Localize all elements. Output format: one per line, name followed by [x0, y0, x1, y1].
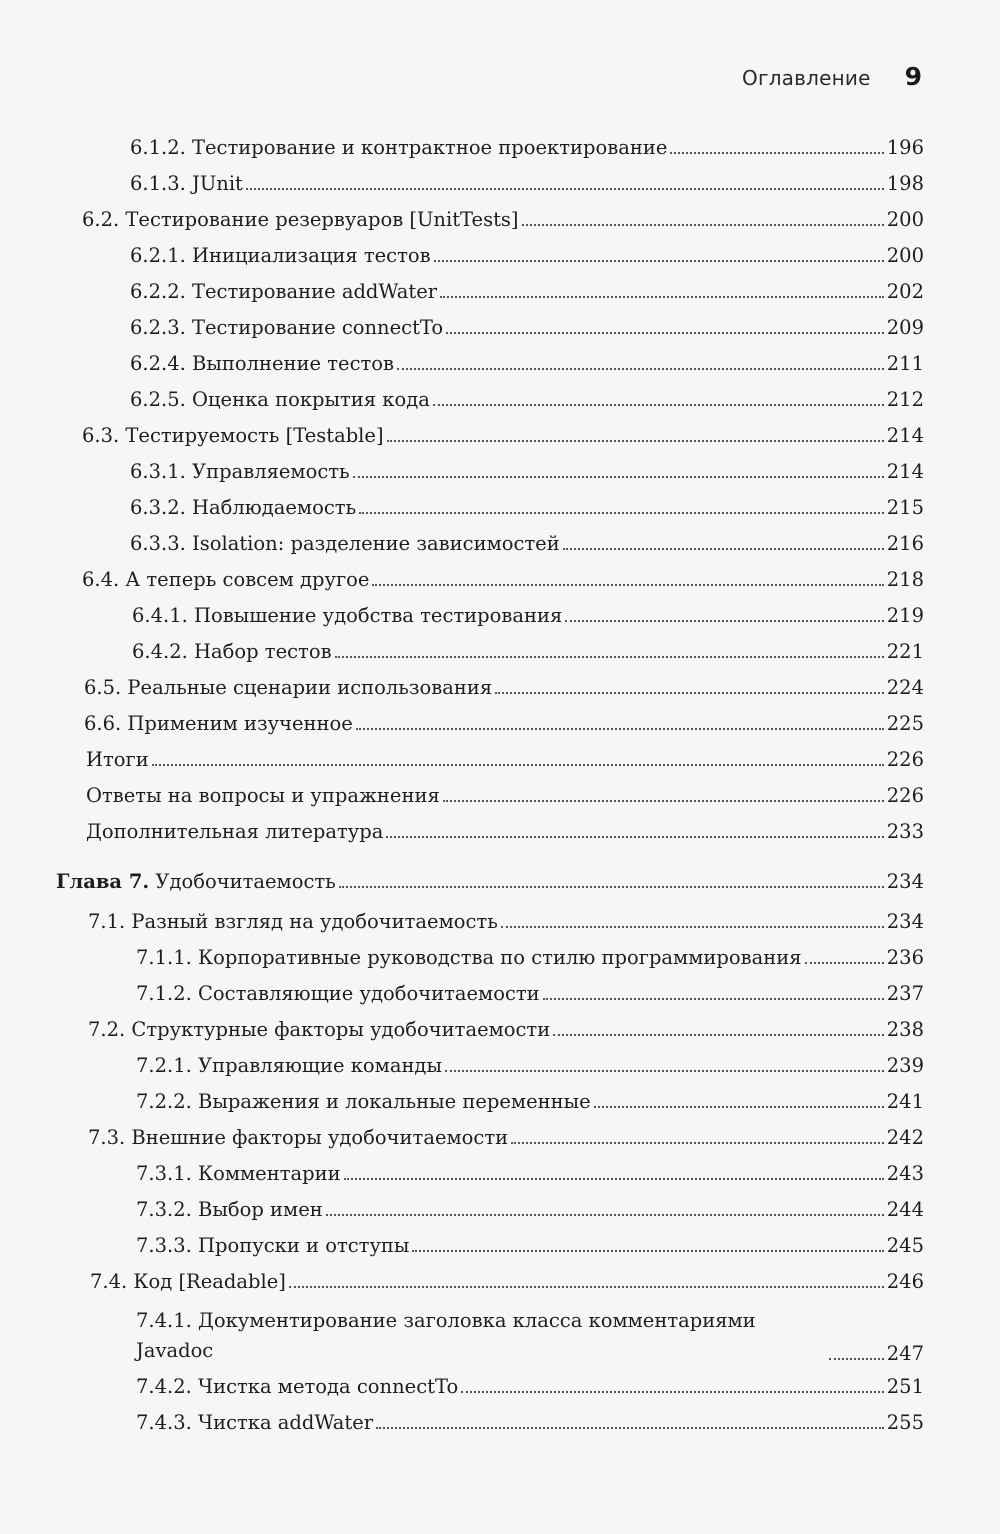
page-number: 9: [904, 62, 922, 91]
toc-entry: [136, 1162, 924, 1186]
dot-leader: [359, 512, 884, 514]
toc-entry-label: 6.4.1. Повышение удобства тестирования: [132, 604, 563, 627]
toc-chapter-entry: [56, 870, 924, 894]
toc-entry-page: 200: [886, 208, 924, 231]
dot-leader: [829, 1358, 884, 1360]
toc-entry-page: 209: [886, 316, 924, 339]
toc-entry-page: 241: [886, 1090, 924, 1113]
toc-entry: [84, 676, 924, 700]
toc-entry: [130, 244, 924, 268]
dot-leader: [445, 1070, 884, 1072]
dot-leader: [289, 1286, 884, 1288]
toc-entry-label: 6.2.4. Выполнение тестов: [130, 352, 395, 375]
toc-entry-page: 238: [886, 1018, 924, 1041]
toc-entry-page: 219: [886, 604, 924, 627]
toc-entry-label: 6.1.3. JUnit: [130, 172, 243, 195]
toc-entry: [130, 136, 924, 160]
toc-entry-page: 234: [886, 910, 924, 933]
toc-entry-label: 7.3.3. Пропуски и отступы: [136, 1234, 410, 1257]
toc-entry-label: 6.2.3. Тестирование connectTo: [130, 316, 444, 339]
toc-entry: [82, 424, 924, 448]
toc-entry-label: 6.3. Тестируемость [Testable]: [82, 424, 384, 447]
toc-entry-page: 226: [886, 748, 924, 771]
toc-entry-label: 6.5. Реальные сценарии использования: [84, 676, 493, 699]
toc-entry-label: 6.4. А теперь совсем другое: [82, 568, 370, 591]
toc-entry-page: 198: [886, 172, 924, 195]
toc-entry-page: 233: [886, 820, 924, 843]
toc-entry: [136, 1234, 924, 1258]
toc-entry-label: 7.4.1. Документирование заголовка класса комментариями Javadoc: [136, 1309, 756, 1362]
toc-entry-page: 214: [886, 424, 924, 447]
toc-entry-page: 234: [886, 870, 924, 893]
dot-leader: [372, 584, 883, 586]
toc-entry: [136, 946, 924, 970]
dot-leader: [326, 1214, 884, 1216]
toc-entry-page: 244: [886, 1198, 924, 1221]
toc-entry-multiline: [136, 1306, 924, 1366]
toc-entry-page: 212: [886, 388, 924, 411]
dot-leader: [397, 368, 884, 370]
toc-entry-label: 6.2.1. Инициализация тестов: [130, 244, 431, 267]
dot-leader: [446, 332, 884, 334]
toc-entry-label: 7.4.2. Чистка метода connectTo: [136, 1375, 459, 1398]
dot-leader: [152, 764, 884, 766]
toc-entry: [88, 1126, 924, 1150]
toc-entry: [136, 1090, 924, 1114]
dot-leader: [433, 404, 884, 406]
dot-leader: [440, 296, 884, 298]
dot-leader: [335, 656, 884, 658]
dot-leader: [461, 1391, 884, 1393]
dot-leader: [594, 1106, 884, 1108]
toc-entry-label: 6.4.2. Набор тестов: [132, 640, 332, 663]
dot-leader: [353, 476, 884, 478]
dot-leader: [553, 1034, 884, 1036]
toc-entry-label: Дополнительная литература: [86, 820, 384, 843]
toc-entry-page: 200: [886, 244, 924, 267]
toc-entry: [130, 460, 924, 484]
toc-entry-page: 216: [886, 532, 924, 555]
toc-entry: [82, 568, 924, 592]
toc-entry-page: 243: [886, 1162, 924, 1185]
dot-leader: [386, 836, 883, 838]
toc-entry: [136, 1375, 924, 1399]
toc-entry: [88, 910, 924, 934]
toc-entry-page: 247: [886, 1342, 924, 1365]
dot-leader: [522, 224, 884, 226]
toc-entry-page: 226: [886, 784, 924, 807]
toc-entry: [86, 820, 924, 844]
toc-entry: [130, 172, 924, 196]
toc-entry-label: 6.2.5. Оценка покрытия кода: [130, 388, 430, 411]
toc-entry-label: 7.1. Разный взгляд на удобочитаемость: [88, 910, 498, 933]
toc-entry: [136, 1198, 924, 1222]
toc-entry: [136, 982, 924, 1006]
toc-entry-label: 7.4. Код [Readable]: [90, 1270, 286, 1293]
toc-entry-page: 225: [886, 712, 924, 735]
toc-entry-page: 221: [886, 640, 924, 663]
toc-entry: [86, 748, 924, 772]
dot-leader: [670, 152, 883, 154]
toc-entry-label: 7.1.2. Составляющие удобочитаемости: [136, 982, 540, 1005]
toc-entry-label: 6.3.2. Наблюдаемость: [130, 496, 357, 519]
toc-entry: [130, 388, 924, 412]
toc-entry-label: 7.2. Структурные факторы удобочитаемости: [88, 1018, 551, 1041]
toc-entry: [130, 316, 924, 340]
toc-entry-page: 196: [886, 136, 924, 159]
dot-leader: [344, 1178, 884, 1180]
toc-entry: [136, 1411, 924, 1435]
toc-entry-page: 211: [886, 352, 924, 375]
running-head: [742, 62, 922, 91]
toc-entry: [130, 532, 924, 556]
toc-entry: [130, 280, 924, 304]
toc-entry-page: 236: [886, 946, 924, 969]
toc-entry-page: 242: [886, 1126, 924, 1149]
dot-leader: [805, 962, 884, 964]
dot-leader: [246, 188, 884, 190]
toc-entry: [82, 208, 924, 232]
dot-leader: [501, 926, 884, 928]
toc-entry-label: Ответы на вопросы и упражнения: [86, 784, 440, 807]
toc-entry-label: 6.6. Применим изученное: [84, 712, 353, 735]
toc-entry-page: 255: [886, 1411, 924, 1434]
toc-entry-page: 245: [886, 1234, 924, 1257]
toc-entry-label: 6.3.3. Isolation: разделение зависимостей: [130, 532, 560, 555]
toc-entry: [84, 712, 924, 736]
toc-entry-page: 251: [886, 1375, 924, 1398]
toc-entry-page: 218: [886, 568, 924, 591]
dot-leader: [563, 548, 884, 550]
toc-entry: [136, 1054, 924, 1078]
toc-entry-label: 7.3.2. Выбор имен: [136, 1198, 323, 1221]
toc-entry-label: 7.2.2. Выражения и локальные переменные: [136, 1090, 591, 1113]
toc-entry: [88, 1018, 924, 1042]
toc-entry-label: 7.3.1. Комментарии: [136, 1162, 341, 1185]
chapter-title: Удобочитаемость: [155, 870, 336, 893]
toc-entry-label: 6.3.1. Управляемость: [130, 460, 350, 483]
toc-entry: [132, 604, 924, 628]
section-title: Оглавление: [742, 66, 871, 90]
toc-entry-page: 215: [886, 496, 924, 519]
toc-entry-label: 7.2.1. Управляющие команды: [136, 1054, 442, 1077]
toc-entry-label: 6.2. Тестирование резервуаров [UnitTests]: [82, 208, 519, 231]
toc-entry-label: 6.1.2. Тестирование и контрактное проектирование: [130, 136, 668, 159]
toc-entry-label: 7.3. Внешние факторы удобочитаемости: [88, 1126, 509, 1149]
toc-entry: [86, 784, 924, 808]
dot-leader: [443, 800, 884, 802]
toc-entry-page: 239: [886, 1054, 924, 1077]
toc-entry-label: [56, 870, 336, 894]
dot-leader: [511, 1142, 884, 1144]
toc-entry-page: 246: [886, 1270, 924, 1293]
toc-entry-label: 6.2.2. Тестирование addWater: [130, 280, 438, 303]
dot-leader: [339, 886, 884, 888]
toc-entry: [132, 640, 924, 664]
toc-entry: [90, 1270, 924, 1294]
dot-leader: [434, 260, 884, 262]
dot-leader: [543, 998, 884, 1000]
toc-entry-page: 224: [886, 676, 924, 699]
dot-leader: [376, 1427, 884, 1429]
toc-entry-page: 214: [886, 460, 924, 483]
dot-leader: [356, 728, 884, 730]
dot-leader: [387, 440, 884, 442]
toc-entry-label: 7.4.3. Чистка addWater: [136, 1411, 374, 1434]
toc-entry: [130, 496, 924, 520]
dot-leader: [412, 1250, 883, 1252]
toc-entry: [130, 352, 924, 376]
toc-entry-page: 202: [886, 280, 924, 303]
dot-leader: [495, 692, 884, 694]
dot-leader: [565, 620, 883, 622]
toc-entry-page: 237: [886, 982, 924, 1005]
toc-entry-label: 7.1.1. Корпоративные руководства по стилю программирования: [136, 946, 802, 969]
toc-entry-label: Итоги: [86, 748, 149, 771]
chapter-number: Глава 7.: [56, 870, 150, 893]
